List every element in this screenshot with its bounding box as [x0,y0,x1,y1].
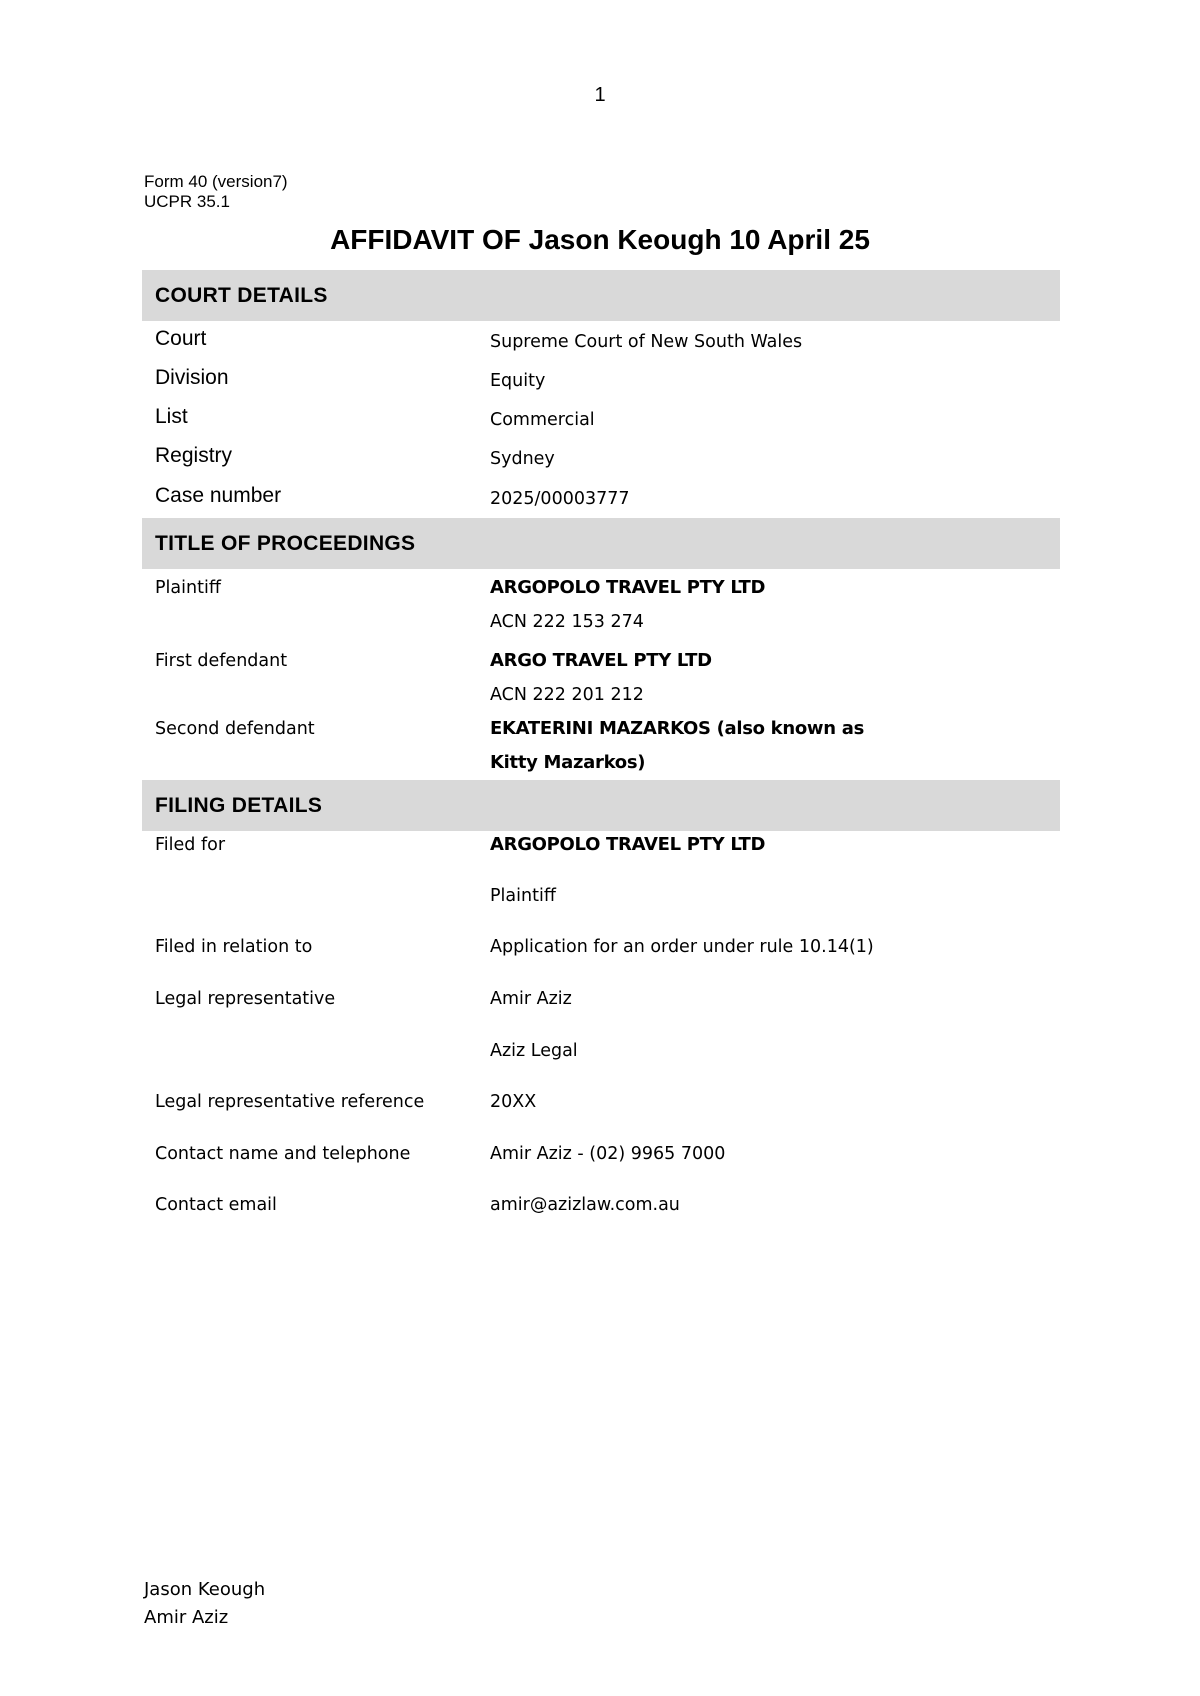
court-label: Court [155,327,207,350]
legal-reference-label: Legal representative reference [155,1092,425,1112]
form-version: Form 40 (version7) [144,172,288,191]
first-defendant-acn: ACN 222 201 212 [490,685,644,705]
filed-in-relation-label: Filed in relation to [155,937,313,957]
court-details-header: COURT DETAILS [142,270,1060,321]
list-value: Commercial [490,410,595,430]
plaintiff-label: Plaintiff [155,578,221,598]
second-defendant-name: EKATERINI MAZARKOS (also known as Kitty Mazarkos) [490,718,865,773]
legal-representative-name: Amir Aziz [490,989,572,1009]
filed-for-role: Plaintiff [490,886,556,906]
contact-name-telephone-value: Amir Aziz - (02) 9965 7000 [490,1144,726,1164]
division-label: Division [155,366,229,389]
first-defendant-label: First defendant [155,651,288,671]
first-defendant-name: ARGO TRAVEL PTY LTD [490,650,712,671]
plaintiff-name: ARGOPOLO TRAVEL PTY LTD [490,577,766,598]
footer-solicitor-name: Amir Aziz [144,1607,229,1628]
filed-for-label: Filed for [155,835,226,855]
legal-representative-firm: Aziz Legal [490,1041,578,1061]
filed-in-relation-value: Application for an order under rule 10.14(1) [490,937,874,957]
form-reference [144,172,288,212]
second-defendant-label: Second defendant [155,719,315,739]
page-number: 1 [594,84,606,106]
filed-for-name: ARGOPOLO TRAVEL PTY LTD [490,834,766,855]
document-title: AFFIDAVIT OF Jason Keough 10 April 25 [330,224,870,255]
legal-reference-value: 20XX [490,1092,537,1112]
list-label: List [155,405,188,428]
division-value: Equity [490,371,546,391]
case-number-value: 2025/00003777 [490,489,630,509]
title-of-proceedings-header: TITLE OF PROCEEDINGS [142,518,1060,569]
contact-email-value: amir@azizlaw.com.au [490,1195,680,1215]
case-number-label: Case number [155,484,282,507]
ucpr-rule: UCPR 35.1 [144,192,230,211]
contact-name-telephone-label: Contact name and telephone [155,1144,411,1164]
filing-details-header: FILING DETAILS [142,780,1060,831]
court-value: Supreme Court of New South Wales [490,332,803,352]
contact-email-label: Contact email [155,1195,277,1215]
plaintiff-acn: ACN 222 153 274 [490,612,644,632]
registry-value: Sydney [490,449,555,469]
registry-label: Registry [155,444,233,467]
footer-deponent-name: Jason Keough [144,1579,266,1600]
legal-representative-label: Legal representative [155,989,336,1009]
footer [144,1576,265,1632]
